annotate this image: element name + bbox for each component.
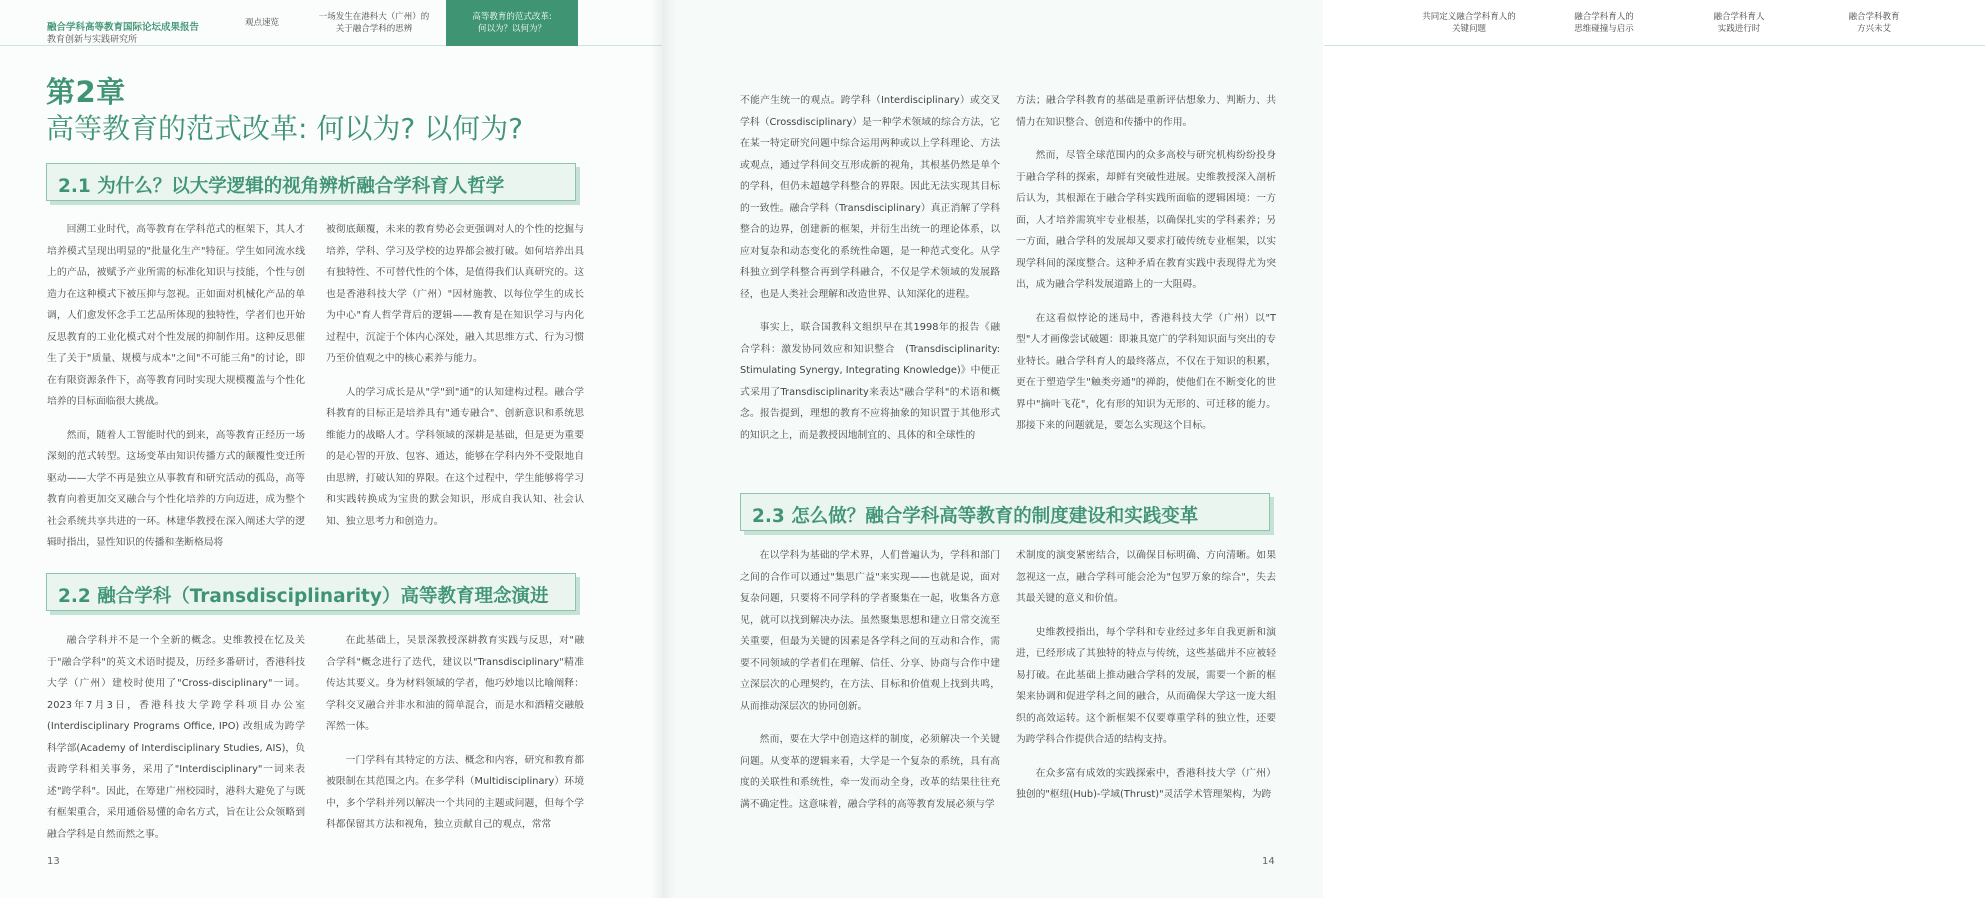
nav-tab-debate[interactable] — [302, 0, 446, 46]
paragraph: 术制度的演变紧密结合，以确保目标明确、方向清晰。如果忽视这一点，融合学科可能会沦为"包罗万象的综合"，失去其最关键的意义和价值。 — [1016, 550, 1276, 604]
paragraph: 被彻底颠覆，未来的教育势必会更强调对人的个性的挖掘与培养，学科、学习及学校的边界都会被打破。如何培养出具有独特性、不可替代性的个体，是值得我们认真研究的。这也是香港科技大学（广州）"因材施教、以每位学生的成长为中心"育人哲学背后的逻辑——教育是在知识学习与内化过程中，沉淀于个体内心深处，融入其思维方式、行为习惯乃至价值观之中的核心素养与能力。 — [326, 224, 584, 364]
nav-tab-paradigm-reform[interactable] — [446, 0, 578, 46]
paragraph: 在众多富有成效的实践探索中，香港科技大学（广州）独创的"枢纽(Hub)-学域(Thrust)"灵活学术管理架构，为跨 — [1016, 767, 1276, 800]
paragraph: 在这看似悖论的迷局中，香港科技大学（广州）以"T型"人才画像尝试破题：即兼具宽广的学科知识面与突出的专业特长。融合学科育人的最终落点，不仅在于知识的积累，更在于塑造学生"触类旁通"的禅韵，使他们在不断变化的世界中"摘叶飞花"，化有形的知识为无形的、可迁移的能力。那接下来的问题就是，要怎么实现这个目标。 — [1016, 312, 1276, 431]
chapter-number: 第2章 — [46, 75, 126, 109]
nav-tab-future[interactable] — [1824, 0, 1924, 46]
paragraph: 融合学科并不是一个全新的概念。史维教授在忆及关于"融合学科"的英文术语时提及，历经多番研讨，香港科技大学（广州）建校时使用了"Cross-disciplinary"一词。2023年7月3日，香港科技大学跨学科项目办公室(Interdisciplinary Programs Office, IPO) 改组成为跨学科学部(Academy of Interdisciplinary Studies, AIS)，负责跨学科相关事务，采用了"Interdisciplinary"一词来表述"跨学科"。因此，在筹建广州校园时，港科大避免了与既有框架重合，采用通俗易懂的命名方式，旨在让公众领略到融合学科是自然而然之事。 — [47, 635, 305, 840]
right-page — [662, 0, 1900, 898]
chapter-title: 高等教育的范式改革: 何以为? 以何为? — [46, 112, 523, 145]
right-header — [1324, 0, 1985, 46]
section-2-1-column-2 — [326, 219, 584, 544]
nav-tab-label: 一场发生在港科大（广州）的 关于融合学科的思辨 — [318, 11, 430, 34]
section-title: 2.2 融合学科（Transdisciplinarity）高等教育理念演进 — [58, 586, 549, 607]
section-2-3-heading — [740, 493, 1270, 531]
report-title: 融合学科高等教育国际论坛成果报告 — [47, 22, 200, 33]
nav-tab-key-questions[interactable] — [1404, 0, 1534, 46]
paragraph: 人的学习成长是从"学"到"通"的认知建构过程。融合学科教育的目标正是培养具有"通专融合"、创新意识和系统思维能力的战略人才。学科领域的深耕是基础，但是更为重要的是心智的开放、包容、通达，能够在学科内外不受限地自由思辨，打破认知的界限。在这个过程中，学生能够将学习和实践转换成为宝贵的默会知识，形成自我认知、社会认知、独立思考力和创造力。 — [326, 386, 584, 527]
nav-tab-label: 共同定义融合学科育人的 关键问题 — [1422, 11, 1516, 34]
nav-tab-overview[interactable] — [222, 0, 302, 46]
right-column-1 — [740, 90, 1000, 458]
section-2-2-column-2 — [326, 630, 584, 848]
nav-tab-practice[interactable] — [1689, 0, 1789, 46]
report-subtitle: 教育创新与实践研究所 — [47, 35, 138, 45]
paragraph: 不能产生统一的观点。跨学科（Interdisciplinary）或交叉学科（Crossdisciplinary）是一种学术领域的综合方法，它在某一特定研究问题中综合运用两种或以上学科理论、方法或观点，通过学科间交互形成新的视角，其根基仍然是单个的学科，但仍未超越学科整合的界限。因此无法实现其目标的一致性。融合学科（Transdisciplinary）真正消解了学科整合的边界，创建新的框架，并衍生出统一的理论体系，以应对复杂和动态变化的系统性命题，是一种范式变化。从学科独立到学科整合再到学科融合，不仅是学术领域的发展路径，也是人类社会理解和改造世界、认知深化的进程。 — [740, 95, 1000, 300]
section-title: 2.1 为什么？以大学逻辑的视角辨析融合学科育人哲学 — [58, 176, 505, 197]
nav-tab-label: 融合学科教育 方兴未艾 — [1848, 11, 1900, 34]
page-number-right: 14 — [1262, 856, 1275, 867]
paragraph: 然而，要在大学中创造这样的制度，必须解决一个关键问题。从变革的逻辑来看，大学是一个复杂的系统，具有高度的关联性和系统性，牵一发而动全身，改革的结果往往充满不确定性。这意味着，融合学科的高等教育发展必须与学 — [740, 734, 1000, 810]
paragraph: 方法；融合学科教育的基础是重新评估想象力、判断力、共情力在知识整合、创造和传播中的作用。 — [1016, 95, 1276, 128]
nav-tab-label: 融合学科育人的 思维碰撞与启示 — [1574, 11, 1634, 34]
nav-tab-label: 高等教育的范式改革: 何以为？以何为？ — [472, 11, 552, 34]
nav-tab-label: 观点速览 — [244, 17, 279, 28]
left-page — [0, 0, 662, 898]
page-number-left: 13 — [47, 856, 60, 867]
paragraph: 回溯工业时代，高等教育在学科范式的框架下，其人才培养模式呈现出明显的"批量化生产"特征。学生如同流水线上的产品，被赋予产业所需的标准化知识与技能，个性与创造力在这种模式下被压抑与忽视。正如面对机械化产品的单调，人们愈发怀念手工艺品所体现的独特性，学者们也开始反思教育的工业化模式对个性发展的抑制作用。这种反思催生了关于"质量、规模与成本"之间"不可能三角"的讨论，即在有限资源条件下，高等教育同时实现大规模覆盖与个性化培养的目标面临很大挑战。 — [47, 224, 305, 407]
section-2-3-column-1 — [740, 545, 1000, 827]
paragraph: 事实上，联合国教科文组织早在其1998年的报告《融合学科：激发协同效应和知识整合 (Transdisciplinarity: Stimulating Synergy, Integrating Knowledge)》中便正式采用了Transdisciplinarity来表达"融合学科"的术语和概念。报告提到，理想的教育不应将抽象的知识置于其他形式的知识之上，而是教授因地制宜的、具体的和全球性的 — [740, 322, 1000, 441]
section-title: 2.3 怎么做？融合学科高等教育的制度建设和实践变革 — [752, 506, 1199, 527]
paragraph: 一门学科有其特定的方法、概念和内容，研究和教育都被限制在其范围之内。在多学科（Multidisciplinary）环境中，多个学科并列以解决一个共同的主题或问题，但每个学科都保留其方法和视角，独立贡献自己的观点，常常 — [326, 754, 584, 830]
section-2-2-heading — [46, 573, 576, 611]
paragraph: 在以学科为基础的学术界，人们普遍认为，学科和部门之间的合作可以通过"集思广益"来实现——也就是说，面对复杂问题，只要将不同学科的学者聚集在一起，收集各方意见，就可以找到解决办法。虽然聚集思想和建立日常交流至关重要，但最为关键的因素是各学科之间的互动和合作，需要不同领域的学者们在理解、信任、分享、协商与合作中建立深层次的心理契约，在方法、目标和价值观上找到共鸣，从而推动深层次的协同创新。 — [740, 550, 1000, 712]
left-header — [0, 0, 662, 46]
paragraph: 然而，随着人工智能时代的到来，高等教育正经历一场深刻的范式转型。这场变革由知识传播方式的颠覆性变迁所驱动——大学不再是独立从事教育和研究活动的孤岛，高等教育向着更加交叉融合与个性化培养的方向迈进，成为整个社会系统共享共进的一环。林建华教授在深入阐述大学的逻辑时指出，显性知识的传播和垄断格局将 — [47, 429, 305, 548]
paragraph: 然而，尽管全球范围内的众多高校与研究机构纷纷投身于融合学科的探索，却鲜有突破性进展。史维教授深入剖析后认为，其根源在于融合学科实践所面临的逻辑困境：一方面，人才培养需筑牢专业根基，以确保扎实的学科素养；另一方面，融合学科的发展却又要求打破传统专业框架，以实现学科间的深度整合。这种矛盾在教育实践中表现得尤为突出，成为融合学科发展道路上的一大阻碍。 — [1016, 150, 1276, 290]
paragraph: 在此基础上，吴景深教授深耕教育实践与反思，对"融合学科"概念进行了迭代，建议以"Transdisciplinary"精准传达其要义。身为材料领域的学者，他巧妙地以比喻阐释：学科交叉融合并非水和油的简单混合，而是水和酒精交融般浑然一体。 — [326, 635, 584, 732]
section-2-1-column-1 — [47, 219, 305, 566]
nav-tab-insights[interactable] — [1549, 0, 1659, 46]
section-2-1-heading — [46, 163, 576, 201]
paragraph: 史维教授指出，每个学科和专业经过多年自我更新和演进，已经形成了其独特的特点与传统，这些基础并不应被轻易打破。在此基础上推动融合学科的发展，需要一个新的框架来协调和促进学科之间的融合，从而确保大学这一庞大组织的高效运转。这个新框架不仅要尊重学科的独立性，还要为跨学科合作提供合适的结构支持。 — [1016, 626, 1276, 745]
right-column-2 — [1016, 90, 1276, 449]
page-gutter — [650, 0, 676, 898]
nav-tab-label: 融合学科育人 实践进行时 — [1713, 11, 1765, 34]
section-2-3-column-2 — [1016, 545, 1276, 818]
section-2-2-column-1 — [47, 630, 305, 857]
